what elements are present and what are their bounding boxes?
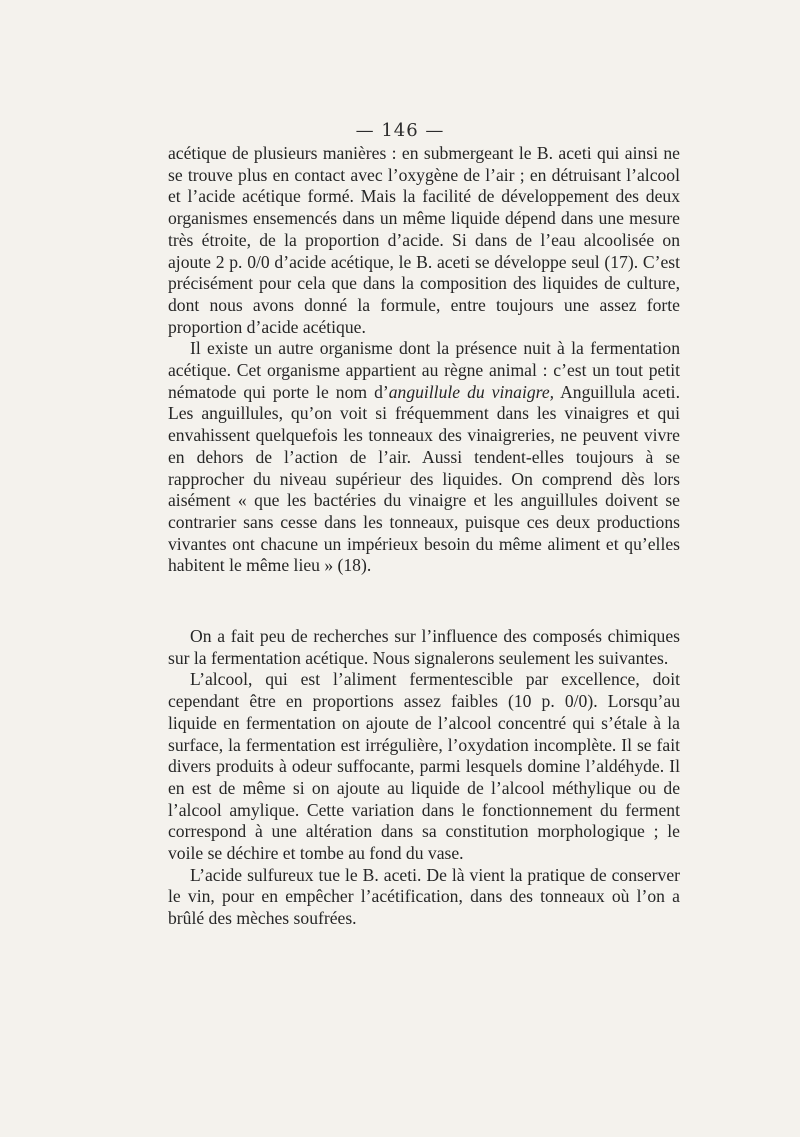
- paragraph-anguillule-end: Anguillula aceti. Les anguillules, qu’on voit si fréquemment dans les vinaigres et qui envahissent quelquefois les tonneaux des vinaigreries, ne peuvent vivre en dehors de l’action de l’air. Aussi tendent-elles toujours à se rapprocher du niveau supérieur des liquides. On comprend dès lors aisément « que les bactéries du vinaigre et les anguillules doivent se contrarier sans cesse dans les tonneaux, puisque ces deux productions vivantes ont chacune un impérieux besoin du même aliment et qu’elles habitent le même lieu » (18).: [168, 381, 680, 576]
- text-section-chemicals: [168, 626, 680, 930]
- paragraph-acetic-methods: acétique de plusieurs manières : en submergeant le B. aceti qui ainsi ne se trouve plus en contact avec l’oxygène de l’air ; en détruisant l’alcool et l’acide acétique formé. Mais la facilité de développement des deux organismes ensemencés dans un même liquide dépend dans une mesure très étroite, de la proportion d’acide. Si dans de l’eau alcoolisée on ajoute 2 p. 0/0 d’acide acétique, le B. aceti se développe seul (17). C’est précisément pour cela que dans la composition des liquides de culture, dont nous avons donné la formule, entre toujours une assez forte proportion d’acide acétique.: [168, 143, 680, 337]
- text-section-nematode: [168, 143, 680, 577]
- paragraph-sulfurous-acid: L’acide sulfureux tue le B. aceti. De là vient la pratique de conserver le vin, pour en empêcher l’acétification, dans des tonneaux où l’on a brûlé des mèches soufrées.: [168, 864, 680, 929]
- paragraph-alcohol: L’alcool, qui est l’aliment fermentescible par excellence, doit cependant être en proportions assez faibles (10 p. 0/0). Lorsqu’au liquide en fermentation on ajoute de l’alcool concentré qui s’étale à la surface, la fermentation est irrégulière, l’oxydation incomplète. Il se fait divers produits à odeur suffocante, parmi lesquels domine l’aldéhyde. Il en est de même si on ajoute au liquide de l’alcool méthylique ou de l’alcool amylique. Cette variation dans le fonctionnement du ferment correspond à une altération dans sa constitution morphologique ; le voile se déchire et tombe au fond du vase.: [168, 669, 680, 864]
- page-number: — 146 —: [355, 120, 445, 141]
- paragraph-anguillule-start: Il existe un autre organisme dont la présence nuit à la fermentation acétique. Cet organisme appartient au règne animal : c’est un tout petit nématode qui porte le nom d’: [168, 338, 680, 402]
- paragraph-chemical-research: On a fait peu de recherches sur l’influence des composés chimiques sur la fermentation acétique. Nous signalerons seulement les suivantes.: [168, 626, 680, 668]
- paragraph-anguillule: [168, 338, 680, 577]
- italic-anguillule-name: anguillule du vinaigre,: [388, 381, 555, 402]
